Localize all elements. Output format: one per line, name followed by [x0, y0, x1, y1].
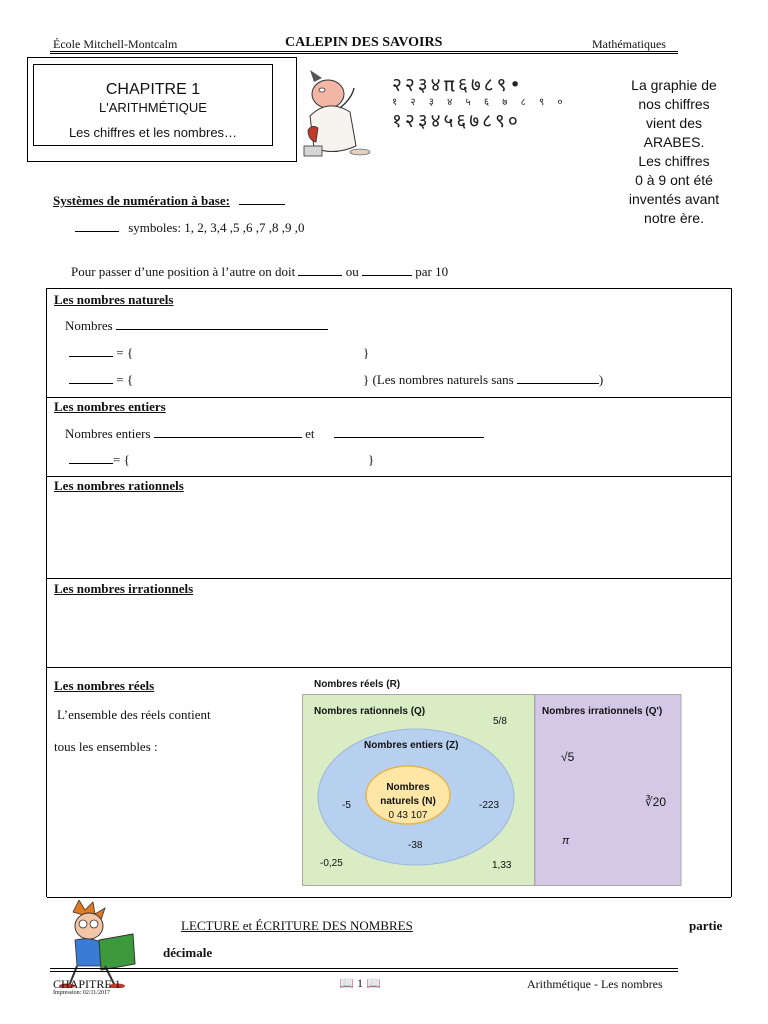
par-text: par 10	[415, 264, 449, 279]
arabes-line: nos chiffres	[638, 96, 710, 112]
naturels-set-2	[69, 372, 133, 388]
diagram-rationnels-label: Nombres rationnels (Q)	[314, 706, 426, 717]
real-numbers-diagram	[302, 694, 682, 886]
diagram-value-sqrt5: √5	[561, 750, 575, 764]
blank-entiers-2[interactable]	[334, 437, 484, 438]
diagram-value: 1,33	[492, 860, 512, 871]
chapter-number: CHAPITRE 1	[105, 81, 201, 98]
blank-naturels-desc[interactable]	[116, 329, 328, 330]
chapter-box	[33, 64, 273, 146]
naturels-set-1-close: }	[363, 345, 370, 360]
blank-entiers-1[interactable]	[154, 437, 302, 438]
footer-impression: Impression: 02/11/2017	[53, 990, 110, 996]
arabes-line: ARABES.	[643, 134, 705, 150]
section-naturels	[47, 289, 731, 398]
naturels-title: Les nombres naturels	[54, 292, 174, 307]
blank-base[interactable]	[239, 204, 285, 205]
footer-page-number	[339, 976, 381, 991]
subject-name: Mathématiques	[592, 37, 666, 51]
lecture-partie: partie	[689, 918, 723, 933]
entiers-set-close: }	[368, 452, 375, 467]
diagram-irrationnels-label: Nombres irrationnels (Q')	[542, 706, 663, 717]
book-icon: 📖	[339, 976, 354, 990]
arabes-line: notre ère.	[644, 210, 704, 226]
page-title: CALEPIN DES SAVOIRS	[285, 35, 443, 50]
blank-symbol-count[interactable]	[75, 231, 119, 232]
blank-entiers-symbol[interactable]	[69, 463, 113, 464]
naturels-nombres-line	[65, 318, 328, 334]
numerals-block	[392, 74, 568, 132]
passer-text: Pour passer d’une position à l’autre on doit	[71, 264, 296, 279]
diagram-value: -38	[408, 840, 423, 851]
systemes-line	[53, 193, 285, 209]
blank-naturels-symbol-2[interactable]	[69, 383, 113, 384]
entiers-nombres-label: Nombres entiers	[65, 426, 151, 441]
irrational-region	[535, 695, 681, 886]
chapter-name: L'ARITHMÉTIQUE	[99, 100, 207, 115]
set-open: = {	[113, 452, 130, 467]
footer-section: Arithmétique - Les nombres	[527, 977, 663, 991]
arabes-line: vient des	[645, 115, 703, 131]
diagram-entiers-label: Nombres entiers (Z)	[364, 740, 459, 751]
reels-title: Les nombres réels	[54, 678, 155, 693]
naturels-close-note: } (Les nombres naturels sans	[363, 372, 514, 387]
arabes-line: 0 à 9 ont été	[635, 172, 713, 188]
diagram-value-pi: π	[562, 835, 570, 847]
blank-naturels-symbol-1[interactable]	[69, 356, 113, 357]
blank-op-2[interactable]	[362, 275, 412, 276]
diagram-value: -0,25	[320, 858, 343, 869]
diagram-value: 5/8	[493, 716, 507, 727]
diagram-value: -223	[479, 800, 500, 811]
ou-text: ou	[345, 264, 359, 279]
blank-op-1[interactable]	[298, 275, 342, 276]
philosopher-illustration	[300, 68, 376, 158]
footer-rule-2	[50, 971, 678, 972]
numerals-row-2: १ २ ३ ४ ५ ६ ७ ८ ९ ०	[392, 97, 568, 108]
paren-close: )	[598, 372, 604, 387]
naturels-nombres-label: Nombres	[65, 318, 113, 333]
arabes-line: La graphie de	[631, 77, 717, 93]
arabes-line: inventés avant	[628, 191, 720, 207]
page-number: 1	[356, 976, 363, 990]
chapter-subtitle: Les chiffres et les nombres…	[68, 125, 238, 140]
entiers-title: Les nombres entiers	[54, 399, 166, 414]
diagram-value: -5	[342, 800, 351, 811]
book-icon: 📖	[365, 976, 381, 990]
entiers-nombres-line	[65, 426, 484, 442]
reading-kid-illustration	[55, 900, 155, 988]
irrationnels-title: Les nombres irrationnels	[54, 581, 194, 596]
passer-line	[71, 264, 448, 280]
section-irrationnels	[47, 579, 731, 668]
diagram-naturels-values: 0 43 107	[388, 810, 428, 821]
numerals-row-3: १२३४५६७८९०	[392, 110, 521, 132]
blank-naturels-sans[interactable]	[517, 383, 599, 384]
section-entiers	[47, 398, 731, 477]
numerals-row-1: २२३४π६७८९•	[392, 74, 524, 96]
reels-line-2: tous les ensembles :	[54, 739, 158, 754]
symbols-text: symboles: 1, 2, 3,4 ,5 ,6 ,7 ,8 ,9 ,0	[128, 220, 305, 235]
naturels-set-1	[69, 345, 133, 361]
diagram-value-cbrt20: ∛20	[645, 795, 666, 809]
et-text: et	[305, 426, 315, 441]
footer-chapter: CHAPITRE 1	[53, 977, 121, 991]
header-rule	[50, 51, 678, 52]
school-name: École Mitchell-Montcalm	[53, 37, 178, 51]
footer-rule	[50, 968, 678, 969]
reels-line-1: L’ensemble des réels contient	[57, 707, 211, 722]
entiers-set	[69, 452, 130, 468]
header-rule-2	[50, 53, 678, 54]
diagram-naturels-label-2: naturels (N)	[380, 796, 436, 807]
rationnels-title: Les nombres rationnels	[54, 478, 184, 493]
set-open: = {	[116, 345, 134, 360]
systemes-label: Systèmes de numération à base:	[53, 193, 230, 208]
arabes-note	[605, 76, 743, 228]
set-open: = {	[116, 372, 134, 387]
symbols-line	[75, 220, 304, 236]
diagram-title: Nombres réels (R)	[314, 679, 401, 690]
lecture-title: LECTURE et ÉCRITURE DES NOMBRES	[181, 918, 413, 933]
arabes-line: Les chiffres	[638, 153, 710, 169]
diagram-naturels-label-1: Nombres	[386, 782, 430, 793]
lecture-decimale: décimale	[163, 945, 213, 960]
section-rationnels	[47, 477, 731, 579]
naturels-set-2-close	[363, 372, 603, 388]
